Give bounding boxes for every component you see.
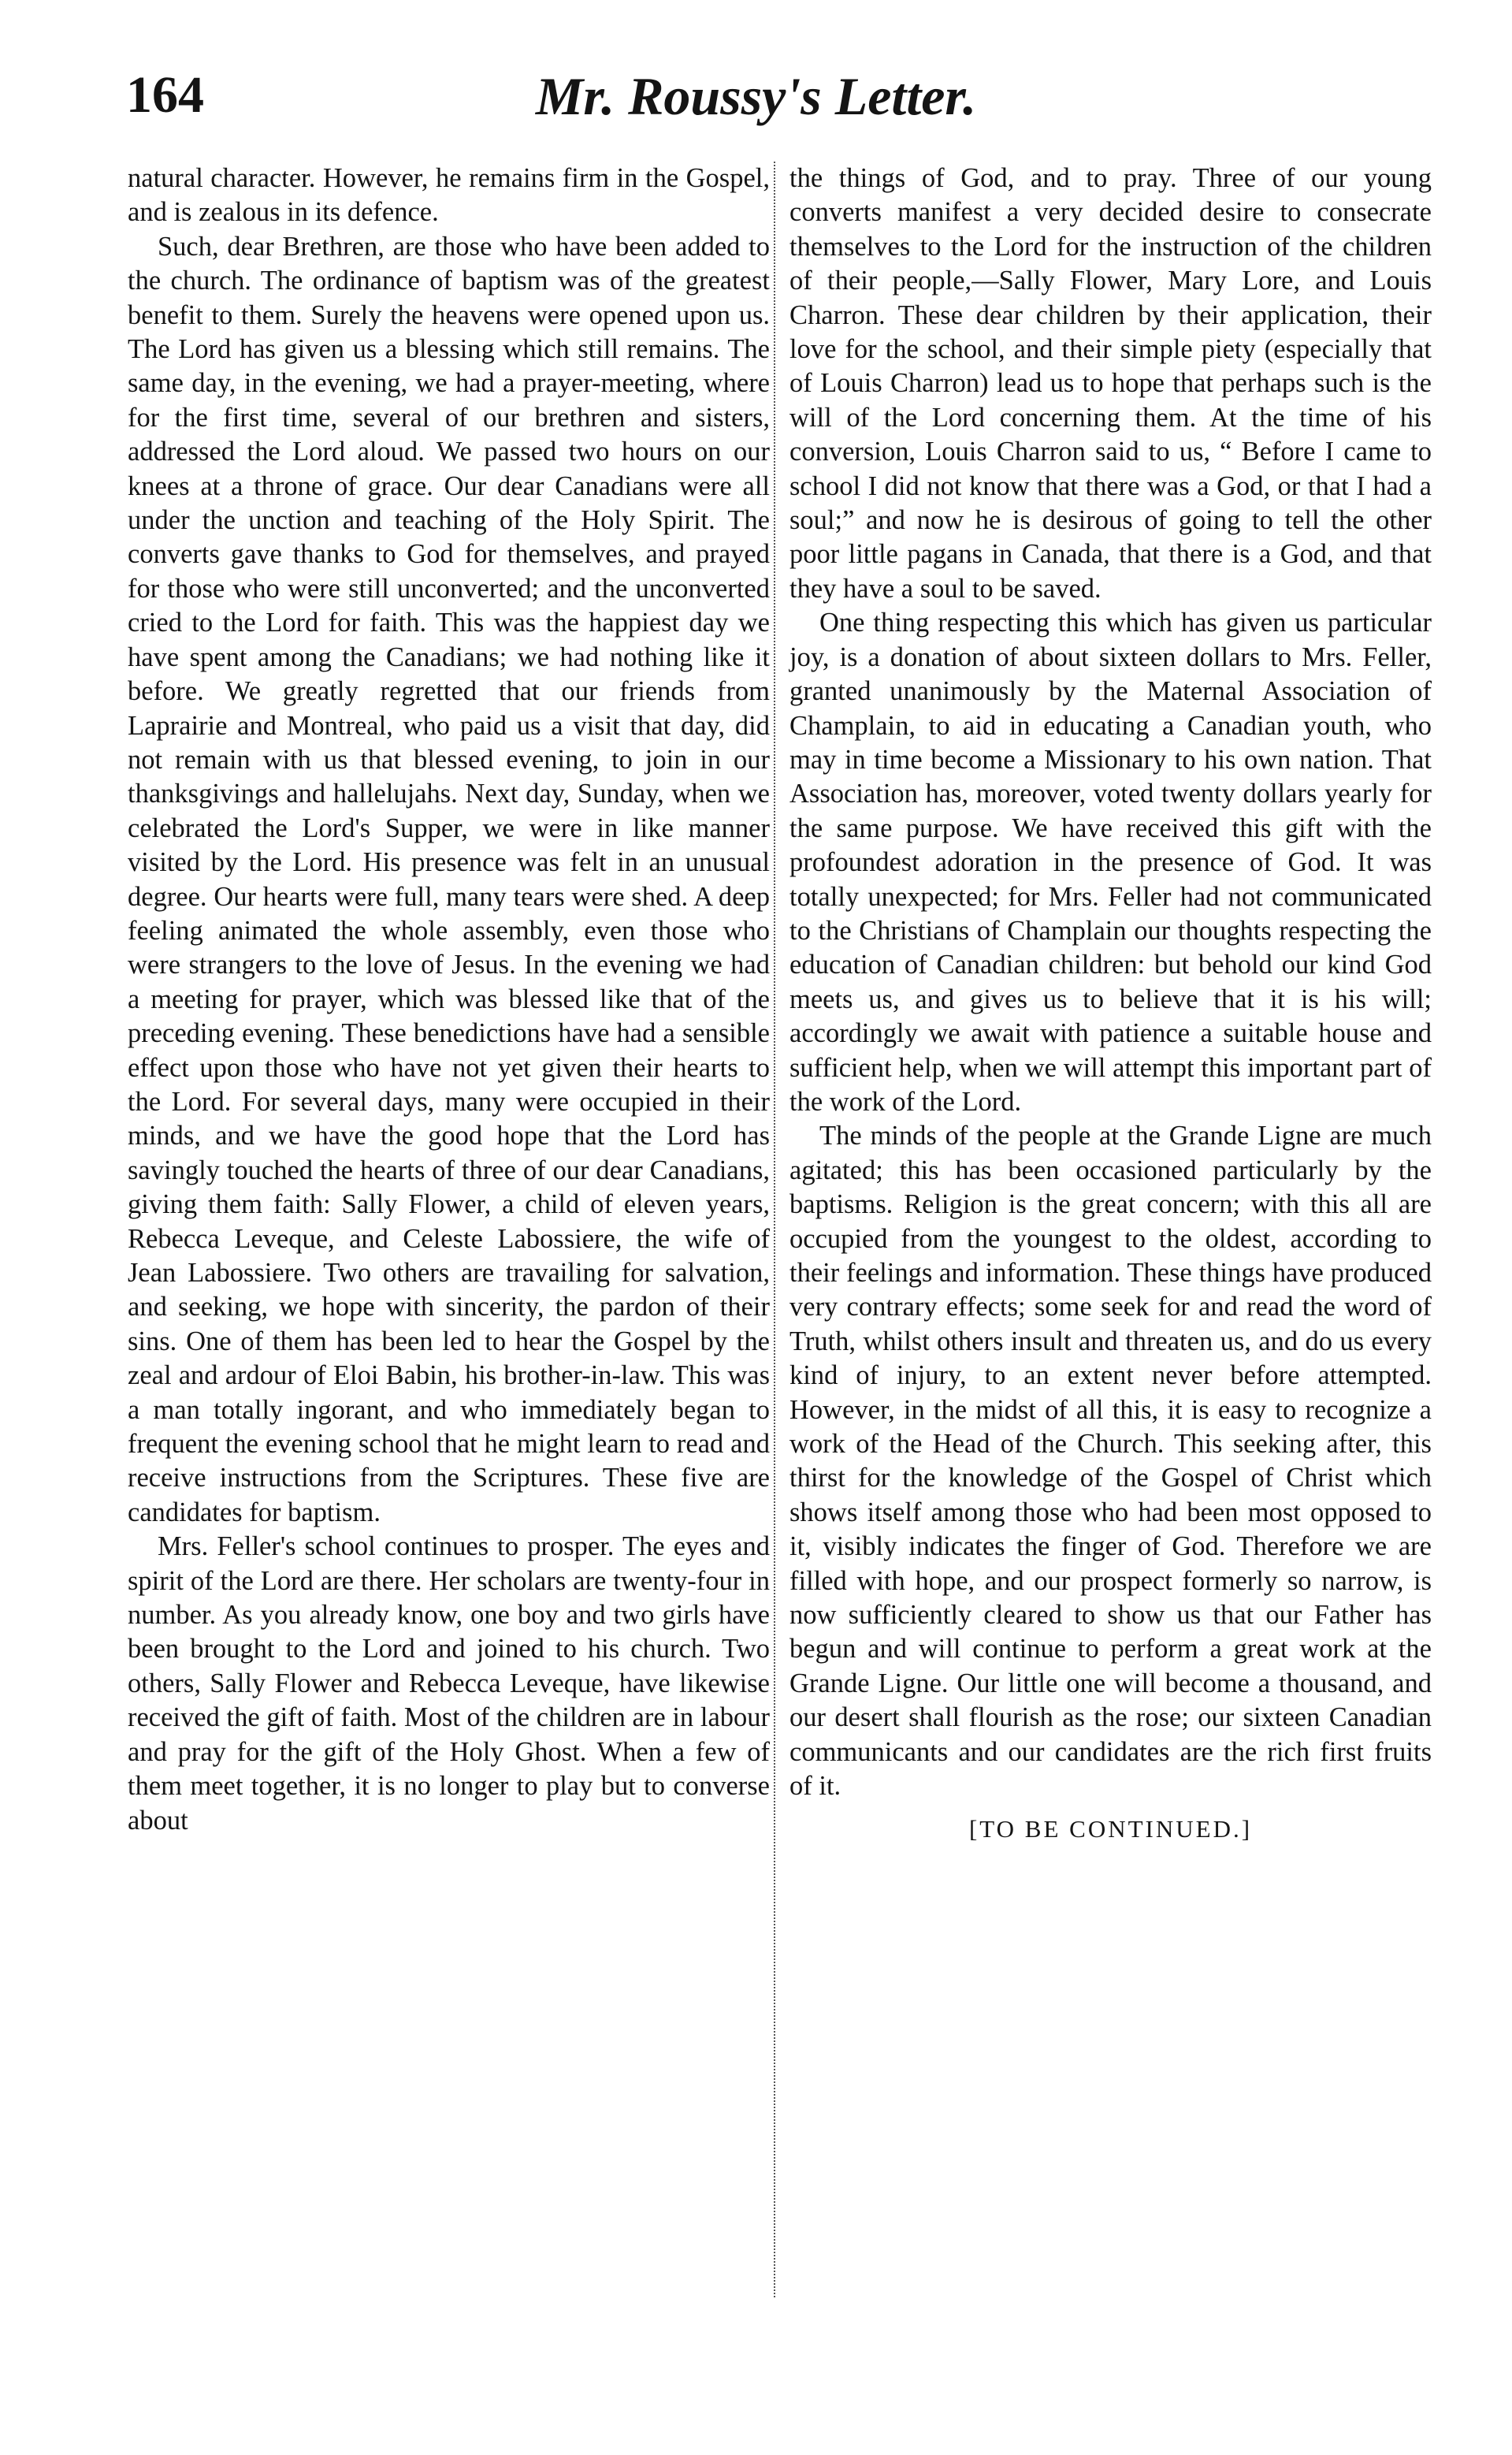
paragraph: One thing respecting this which has given us particular joy, is a donation of about sixteen dollars to Mrs. Feller, granted unanimously by the Maternal Association of Champlain, to aid in educating a Canadian youth, who may in time become a Missionary to his own nation. That Association has, moreover, voted twenty dollars yearly for the same purpose. We have received this gift with the profoundest adoration in the presence of God. It was totally unexpected; for Mrs. Feller had not communicated to the Christians of Champlain our thoughts respecting the education of Canadian children: but behold our kind God meets us, and gives us to believe that it is his will; accordingly we await with patience a suitable house and sufficient help, when we will attempt this important part of the work of the Lord.	[789, 608, 1432, 1117]
paragraph: Mrs. Feller's school continues to prosper. The eyes and spirit of the Lord are there. Her scholars are twenty-four in number. As you already know, one boy and two girls have been brought to the Lord and joined to his church. Two others, Sally Flower and Rebecca Leveque, have likewise received the gift of faith. Most of the children are in labour and pray for the gift of the Holy Ghost. When a few of them meet together, it is no longer to play but to converse about	[128, 1531, 770, 1836]
column-divider	[774, 162, 775, 2297]
page-number: 164	[126, 66, 204, 124]
left-column	[128, 162, 770, 1838]
right-column	[789, 162, 1432, 1846]
paragraph: The minds of the people at the Grande Ligne are much agitated; this has been occasioned particularly by the baptisms. Religion is the great concern; with this all are occupied from the youngest to the oldest, according to their feelings and information. These things have produced very contrary effects; some seek for and read the word of Truth, whilst others insult and threaten us, and do us every kind of injury, to an extent never before attempted. However, in the midst of all this, it is easy to recognize a work of the Head of the Church. This seeking after, this thirst for the knowledge of the Gospel of Christ which shows itself among those who had been most opposed to it, visibly indicates the finger of God. Therefore we are filled with hope, and our prospect formerly so narrow, is now sufficiently cleared to show us that our Father has begun and will continue to perform a great work at the Grande Ligne. Our little one will become a thousand, and our desert shall flourish as the rose; our sixteen Canadian communicants and our candidates are the rich first fruits of it.	[789, 1121, 1432, 1802]
paragraph: Such, dear Brethren, are those who have been added to the church. The ordinance of baptism was of the greatest benefit to them. Surely the heavens were opened upon us. The Lord has given us a blessing which still remains. The same day, in the evening, we had a prayer-meeting, where for the first time, several of our brethren and sisters, addressed the Lord aloud. We passed two hours on our knees at a throne of grace. Our dear Canadians were all under the unction and teaching of the Holy Spirit. The converts gave thanks to God for themselves, and prayed for those who were still unconverted; and the unconverted cried to the Lord for faith. This was the happiest day we have spent among the Canadians; we had nothing like it before. We greatly regretted that our friends from Laprairie and Montreal, who paid us a visit that day, did not remain with us that blessed evening, to join in our thanksgivings and hallelujahs. Next day, Sunday, when we celebrated the Lord's Supper, we were in like manner visited by the Lord. His presence was felt in an unusual degree. Our hearts were full, many tears were shed. A deep feeling animated the whole assembly, even those who were strangers to the love of Jesus. In the evening we had a meeting for prayer, which was blessed like that of the preceding evening. These benedictions have had a sensible effect upon those who have not yet given their hearts to the Lord. For several days, many were occupied in their minds, and we have the good hope that the Lord has savingly touched the hearts of three of our dear Canadians, giving them faith: Sally Flower, a child of eleven years, Rebecca Leveque, and Celeste Labossiere, the wife of Jean Labossiere. Two others are travailing for salvation, and seeking, we hope with sincerity, the pardon of their sins. One of them has been led to hear the Gospel by the zeal and ardour of Eloi Babin, his brother-in-law. This was a man totally ingorant, and who immediately began to frequent the evening school that he might learn to read and receive instructions from the Scriptures. These five are candidates for baptism.	[128, 231, 770, 1527]
to-be-continued-note: [TO BE CONTINUED.]	[968, 1814, 1253, 1843]
paragraph: the things of God, and to pray. Three of our young converts manifest a very decided desire to consecrate themselves to the Lord for the instruction of the children of their people,—Sally Flower, Mary Lore, and Louis Charron. These dear children by their application, their love for the school, and their simple piety (especially that of Louis Charron) lead us to hope that perhaps such is the will of the Lord concerning them. At the time of his conversion, Louis Charron said to us, “ Before I came to school I did not know that there was a God, or that I had a soul;” and now he is desirous of going to tell the other poor little pagans in Canada, that there is a God, and that they have a soul to be saved.	[789, 163, 1432, 604]
paragraph: natural character. However, he remains firm in the Gospel, and is zealous in its defence.	[128, 163, 770, 228]
running-title: Mr. Roussy's Letter.	[535, 66, 977, 126]
